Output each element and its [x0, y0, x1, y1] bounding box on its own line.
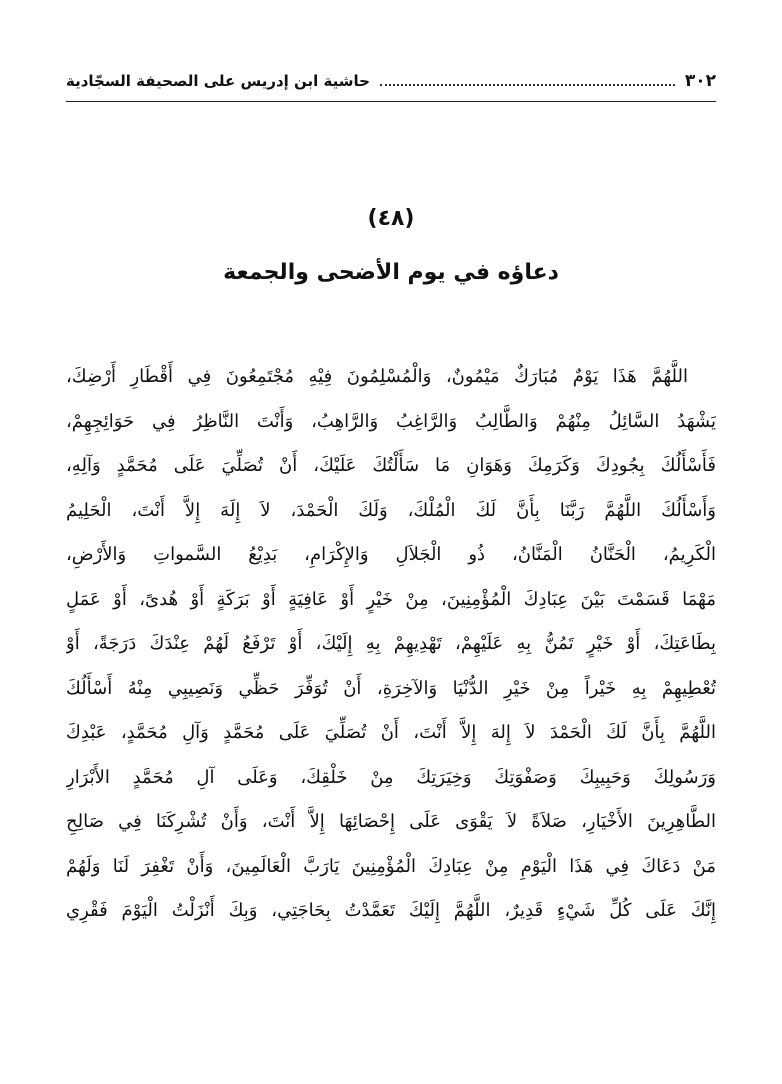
body-line-8: تُعْطِيهِمْ بِهِ خَيْراً مِنْ خَيْرِ الدُّنْيَا وَالآخِرَةِ، أَنْ تُوَفِّرَ حَظِّي وَنَصِيبِي مِنْهُ أَسْأَلُكَ: [66, 677, 716, 699]
body-line-12: مَنْ دَعَاكَ فِي هَذَا الْيَوْمِ مِنْ عِبَادِكَ الْمُؤْمِنِينَ يَارَبَّ الْعَالَمِينَ، وَأَنْ تَغْفِرَ لَنَا وَلَهُمْ: [66, 855, 716, 877]
body-line-5: الْكَرِيمُ، الْحَنَّانُ الْمَنَّانُ، ذُو الْجَلاَلِ وَالإِكْرَامِ، بَدِيْعُ السَّمواتِ وَالأَرْضِ،: [66, 544, 716, 565]
body-line-4: وَأَسْأَلُكَ اللَّهُمَّ رَبَّنَا بِأَنَّ لَكَ الْمُلْكَ، وَلَكَ الْحَمْدَ، لاَ إِلَهَ إِلاَّ أَنْتَ، الْحَلِيمُ: [66, 499, 716, 521]
body-line-2: يَشْهَدُ السَّائِلُ مِنْهُمْ وَالطَّالِبُ وَالرَّاغِبُ وَالرَّاهِبُ، وَأَنْتَ النَّاظِرُ فِي حَوَائِجِهِمْ،: [66, 410, 716, 432]
body-line-7: بِطَاعَتِكَ، أَوْ خَيْرٍ تَمُنُّ بِهِ عَلَيْهِمْ، تَهْدِيهِمْ بِهِ إِلَيْكَ، أَوْ تَرْفَعُ لَهُمْ عِنْدَكَ دَرَجَةً، أَوْ: [66, 633, 716, 654]
body-line-13: إِنَّكَ عَلَى كُلِّ شَيْءٍ قَدِيرٌ، اللَّهُمَّ إِلَيْكَ تَعَمَّدْتُ بِحَاجَتِي، وَبِكَ أَنْزَلْتُ الْيَوْمَ فَقْرِي: [66, 900, 716, 921]
section-number: (٤٨): [367, 206, 415, 231]
body-line-11: الطَّاهِرِينَ الأَخْيَارِ، صَلاَةً لاَ يَقْوَى عَلَى إِحْصَائِهَا إِلاَّ أَنْتَ، وَأَنْ تُشْرِكَنَا فِي صَالِحِ: [66, 811, 716, 832]
body-line-10: وَرَسُولِكَ وَحَبِيبِكَ وَصَفْوَتِكَ وَخِيَرَتِكَ مِنْ خَلْقِكَ، وَعَلَى آلِ مُحَمَّدٍ الأَبْرَارِ: [66, 766, 716, 788]
running-header: [66, 66, 716, 96]
section-title: دعاؤه في يوم الأضحى والجمعة: [223, 260, 559, 285]
body-line-9: اللَّهُمَّ بِأَنَّ لَكَ الْحَمْدَ لاَ إِلهَ إِلاَّ أَنْتَ، أَنْ تُصَلِّيَ عَلَى مُحَمَّدٍ وَآلِ مُحَمَّدٍ، عَبْدِكَ: [66, 722, 716, 743]
body-line-6: مَهْمَا قَسَمْتَ بَيْنَ عِبَادِكَ الْمُؤْمِنِينَ، مِنْ خَيْرٍ أَوْ عَافِيَةٍ أَوْ بَرَكَةٍ أَوْ هُدىً، أَوْ عَمَلٍ: [66, 588, 716, 610]
dotted-leader: [380, 84, 675, 86]
body-line-3: فَأَسْأَلُكَ بِجُودِكَ وَكَرَمِكَ وَهَوَانِ مَا سَأَلْتُكَ عَلَيْكَ، أَنْ تُصَلِّيَ عَلَى مُحَمَّدٍ وَآلِهِ،: [66, 455, 716, 476]
header-rule: [66, 101, 716, 102]
book-title: حاشية ابن إدريس على الصحيفة السجّادية: [66, 72, 370, 90]
body-line-1: اللَّهُمَّ هَذَا يَوْمٌ مُبَارَكٌ مَيْمُونٌ، وَالْمُسْلِمُونَ فِيْهِ مُجْتَمِعُونَ فِي أَقْطَارِ أَرْضِكَ،: [66, 366, 688, 387]
body-text: [66, 355, 716, 934]
page-number: ٣٠٢: [684, 71, 716, 91]
